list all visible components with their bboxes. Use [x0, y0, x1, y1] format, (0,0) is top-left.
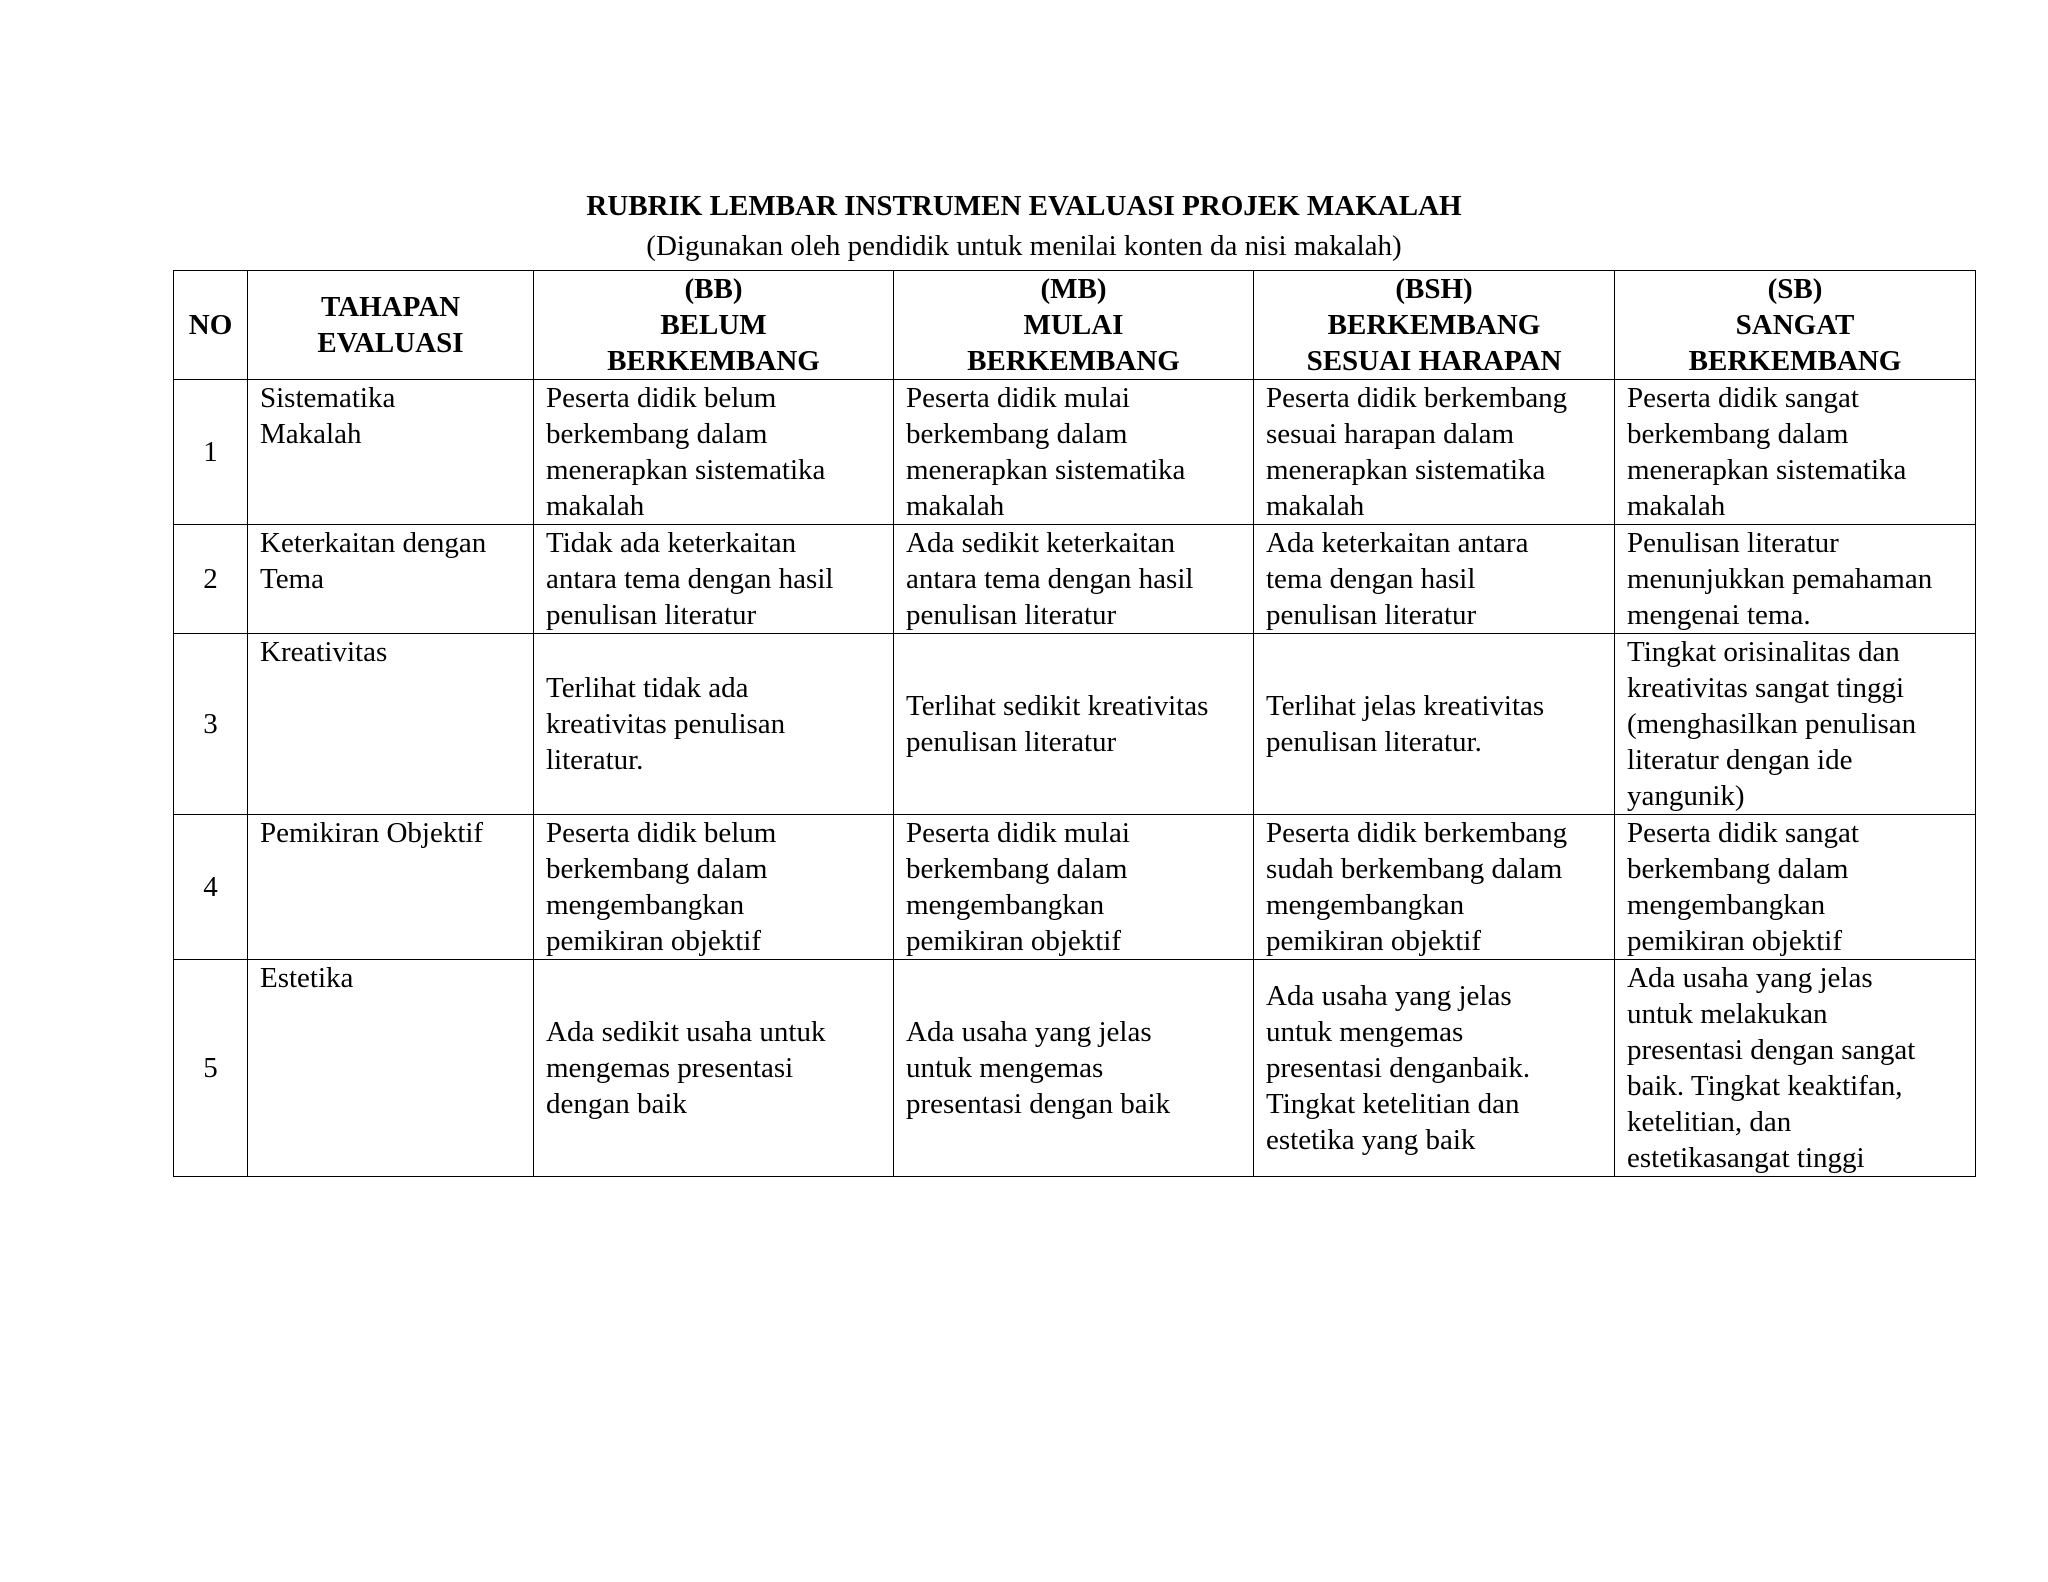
stage-line: Keterkaitan dengan — [260, 527, 487, 559]
criteria-line: pemikiran objektif — [1627, 925, 1843, 957]
criteria-line: untuk mengemas — [1266, 1016, 1464, 1048]
row-number: 4 — [174, 815, 248, 960]
criteria-cell-sb — [1615, 634, 1976, 815]
criteria-line: Ada usaha yang jelas — [1266, 980, 1512, 1012]
criteria-line: penulisan literatur — [1266, 599, 1477, 631]
table-row — [174, 380, 1976, 525]
criteria-line: Tingkat orisinalitas dan — [1627, 636, 1900, 668]
row-number: 3 — [174, 634, 248, 815]
header-bsh — [1254, 271, 1615, 380]
header-stage — [248, 271, 534, 380]
rubric-table-body — [174, 380, 1976, 1177]
criteria-cell-bsh — [1254, 815, 1615, 960]
criteria-line: sesuai harapan dalam — [1266, 418, 1515, 450]
criteria-line: baik. Tingkat keaktifan, — [1627, 1070, 1903, 1102]
criteria-line: presentasi denganbaik. — [1266, 1052, 1531, 1084]
criteria-cell-bsh — [1254, 960, 1615, 1177]
criteria-line: Peserta didik mulai — [906, 817, 1130, 849]
criteria-line: mengembangkan — [906, 889, 1105, 921]
stage-line: Makalah — [260, 418, 362, 450]
criteria-line: pemikiran objektif — [546, 925, 762, 957]
criteria-line: berkembang dalam — [1627, 418, 1849, 450]
criteria-line: Peserta didik sangat — [1627, 817, 1859, 849]
criteria-line: berkembang dalam — [546, 418, 768, 450]
criteria-line: penulisan literatur — [546, 599, 757, 631]
header-sb-line: SANGAT — [1735, 309, 1855, 341]
criteria-cell-mb — [894, 960, 1254, 1177]
criteria-line: mengenai tema. — [1627, 599, 1811, 631]
criteria-cell-sb — [1615, 380, 1976, 525]
criteria-line: untuk mengemas — [906, 1052, 1104, 1084]
criteria-line: pemikiran objektif — [906, 925, 1122, 957]
row-number: 5 — [174, 960, 248, 1177]
criteria-cell-mb — [894, 634, 1254, 815]
criteria-line: Ada sedikit usaha untuk — [546, 1016, 826, 1048]
criteria-line: Terlihat tidak ada — [546, 672, 749, 704]
criteria-line: berkembang dalam — [906, 853, 1128, 885]
criteria-cell-sb — [1615, 815, 1976, 960]
criteria-line: berkembang dalam — [1627, 853, 1849, 885]
header-mb — [894, 271, 1254, 380]
criteria-line: (menghasilkan penulisan — [1627, 708, 1917, 740]
table-row — [174, 815, 1976, 960]
criteria-line: literatur. — [546, 744, 644, 776]
stage-cell — [248, 380, 534, 525]
stage-cell — [248, 960, 534, 1177]
stage-cell — [248, 634, 534, 815]
row-number: 2 — [174, 525, 248, 634]
criteria-line: antara tema dengan hasil — [906, 563, 1194, 595]
header-bb-line: BELUM — [660, 309, 767, 341]
header-stage-line: TAHAPAN — [320, 291, 461, 323]
criteria-line: untuk melakukan — [1627, 998, 1828, 1030]
criteria-cell-bb — [534, 960, 894, 1177]
criteria-line: menerapkan sistematika — [1266, 454, 1546, 486]
criteria-line: antara tema dengan hasil — [546, 563, 834, 595]
criteria-line: penulisan literatur — [906, 726, 1117, 758]
criteria-line: mengembangkan — [1627, 889, 1826, 921]
criteria-line: menunjukkan pemahaman — [1627, 563, 1933, 595]
criteria-line: Ada usaha yang jelas — [1627, 962, 1873, 994]
criteria-line: Ada usaha yang jelas — [906, 1016, 1152, 1048]
criteria-line: Tingkat ketelitian dan — [1266, 1088, 1520, 1120]
stage-cell — [248, 525, 534, 634]
criteria-line: makalah — [906, 490, 1005, 522]
criteria-cell-mb — [894, 380, 1254, 525]
table-row — [174, 525, 1976, 634]
criteria-cell-sb — [1615, 960, 1976, 1177]
criteria-line: presentasi dengan sangat — [1627, 1034, 1916, 1066]
criteria-line: makalah — [1266, 490, 1365, 522]
stage-line: Sistematika — [260, 382, 396, 414]
criteria-cell-mb — [894, 525, 1254, 634]
header-mb-line: MULAI — [1023, 309, 1124, 341]
header-bsh-line: (BSH) — [1395, 273, 1473, 305]
header-bb-line: (BB) — [684, 273, 743, 305]
document-title: RUBRIK LEMBAR INSTRUMEN EVALUASI PROJEK MAKALAH — [586, 190, 1462, 222]
criteria-line: literatur dengan ide — [1627, 744, 1853, 776]
criteria-line: Terlihat sedikit kreativitas — [906, 690, 1209, 722]
criteria-line: Peserta didik belum — [546, 382, 777, 414]
criteria-cell-bb — [534, 634, 894, 815]
criteria-line: pemikiran objektif — [1266, 925, 1482, 957]
criteria-line: Terlihat jelas kreativitas — [1266, 690, 1545, 722]
table-row — [174, 960, 1976, 1177]
criteria-line: berkembang dalam — [546, 853, 768, 885]
criteria-line: kreativitas penulisan — [546, 708, 786, 740]
criteria-line: makalah — [546, 490, 645, 522]
header-no: NO — [174, 271, 248, 380]
criteria-cell-bb — [534, 815, 894, 960]
criteria-line: menerapkan sistematika — [906, 454, 1186, 486]
criteria-line: Peserta didik berkembang — [1266, 817, 1568, 849]
header-sb — [1615, 271, 1976, 380]
criteria-line: tema dengan hasil — [1266, 563, 1476, 595]
stage-line: Tema — [260, 563, 324, 595]
criteria-line: Ada sedikit keterkaitan — [906, 527, 1175, 559]
criteria-line: mengemas presentasi — [546, 1052, 794, 1084]
criteria-line: estetika yang baik — [1266, 1124, 1476, 1156]
criteria-line: penulisan literatur — [906, 599, 1117, 631]
stage-line: Pemikiran Objektif — [260, 817, 484, 849]
criteria-line: Peserta didik berkembang — [1266, 382, 1568, 414]
criteria-line: Penulisan literatur — [1627, 527, 1839, 559]
criteria-line: mengembangkan — [1266, 889, 1465, 921]
header-bsh-line: SESUAI HARAPAN — [1306, 345, 1562, 377]
document-subtitle: (Digunakan oleh pendidik untuk menilai konten da nisi makalah) — [646, 230, 1402, 262]
table-header-row — [174, 271, 1976, 380]
criteria-line: menerapkan sistematika — [546, 454, 826, 486]
criteria-line: Tidak ada keterkaitan — [546, 527, 797, 559]
criteria-line: estetikasangat tinggi — [1627, 1142, 1865, 1174]
criteria-line: menerapkan sistematika — [1627, 454, 1907, 486]
stage-line: Kreativitas — [260, 636, 388, 668]
header-mb-line: BERKEMBANG — [967, 345, 1180, 377]
header-sb-line: BERKEMBANG — [1688, 345, 1902, 377]
criteria-line: yangunik) — [1627, 780, 1745, 812]
criteria-line: dengan baik — [546, 1088, 687, 1120]
criteria-line: sudah berkembang dalam — [1266, 853, 1563, 885]
criteria-line: Ada keterkaitan antara — [1266, 527, 1529, 559]
criteria-line: Peserta didik sangat — [1627, 382, 1859, 414]
criteria-cell-bsh — [1254, 380, 1615, 525]
criteria-line: Peserta didik mulai — [906, 382, 1130, 414]
criteria-line: mengembangkan — [546, 889, 745, 921]
criteria-line: Peserta didik belum — [546, 817, 777, 849]
criteria-line: kreativitas sangat tinggi — [1627, 672, 1905, 704]
header-bb-line: BERKEMBANG — [607, 345, 820, 377]
criteria-cell-bb — [534, 380, 894, 525]
criteria-line: berkembang dalam — [906, 418, 1128, 450]
header-stage-line: EVALUASI — [317, 327, 464, 359]
criteria-cell-sb — [1615, 525, 1976, 634]
header-mb-line: (MB) — [1040, 273, 1107, 305]
header-sb-line: (SB) — [1767, 273, 1823, 305]
criteria-line: makalah — [1627, 490, 1726, 522]
criteria-cell-bsh — [1254, 634, 1615, 815]
table-row — [174, 634, 1976, 815]
criteria-line: presentasi dengan baik — [906, 1088, 1171, 1120]
stage-line: Estetika — [260, 962, 354, 994]
header-bb — [534, 271, 894, 380]
criteria-line: penulisan literatur. — [1266, 726, 1482, 758]
stage-cell — [248, 815, 534, 960]
criteria-cell-mb — [894, 815, 1254, 960]
criteria-cell-bsh — [1254, 525, 1615, 634]
header-bsh-line: BERKEMBANG — [1327, 309, 1541, 341]
criteria-cell-bb — [534, 525, 894, 634]
criteria-line: ketelitian, dan — [1627, 1106, 1792, 1138]
rubric-table — [173, 270, 1976, 1177]
row-number: 1 — [174, 380, 248, 525]
